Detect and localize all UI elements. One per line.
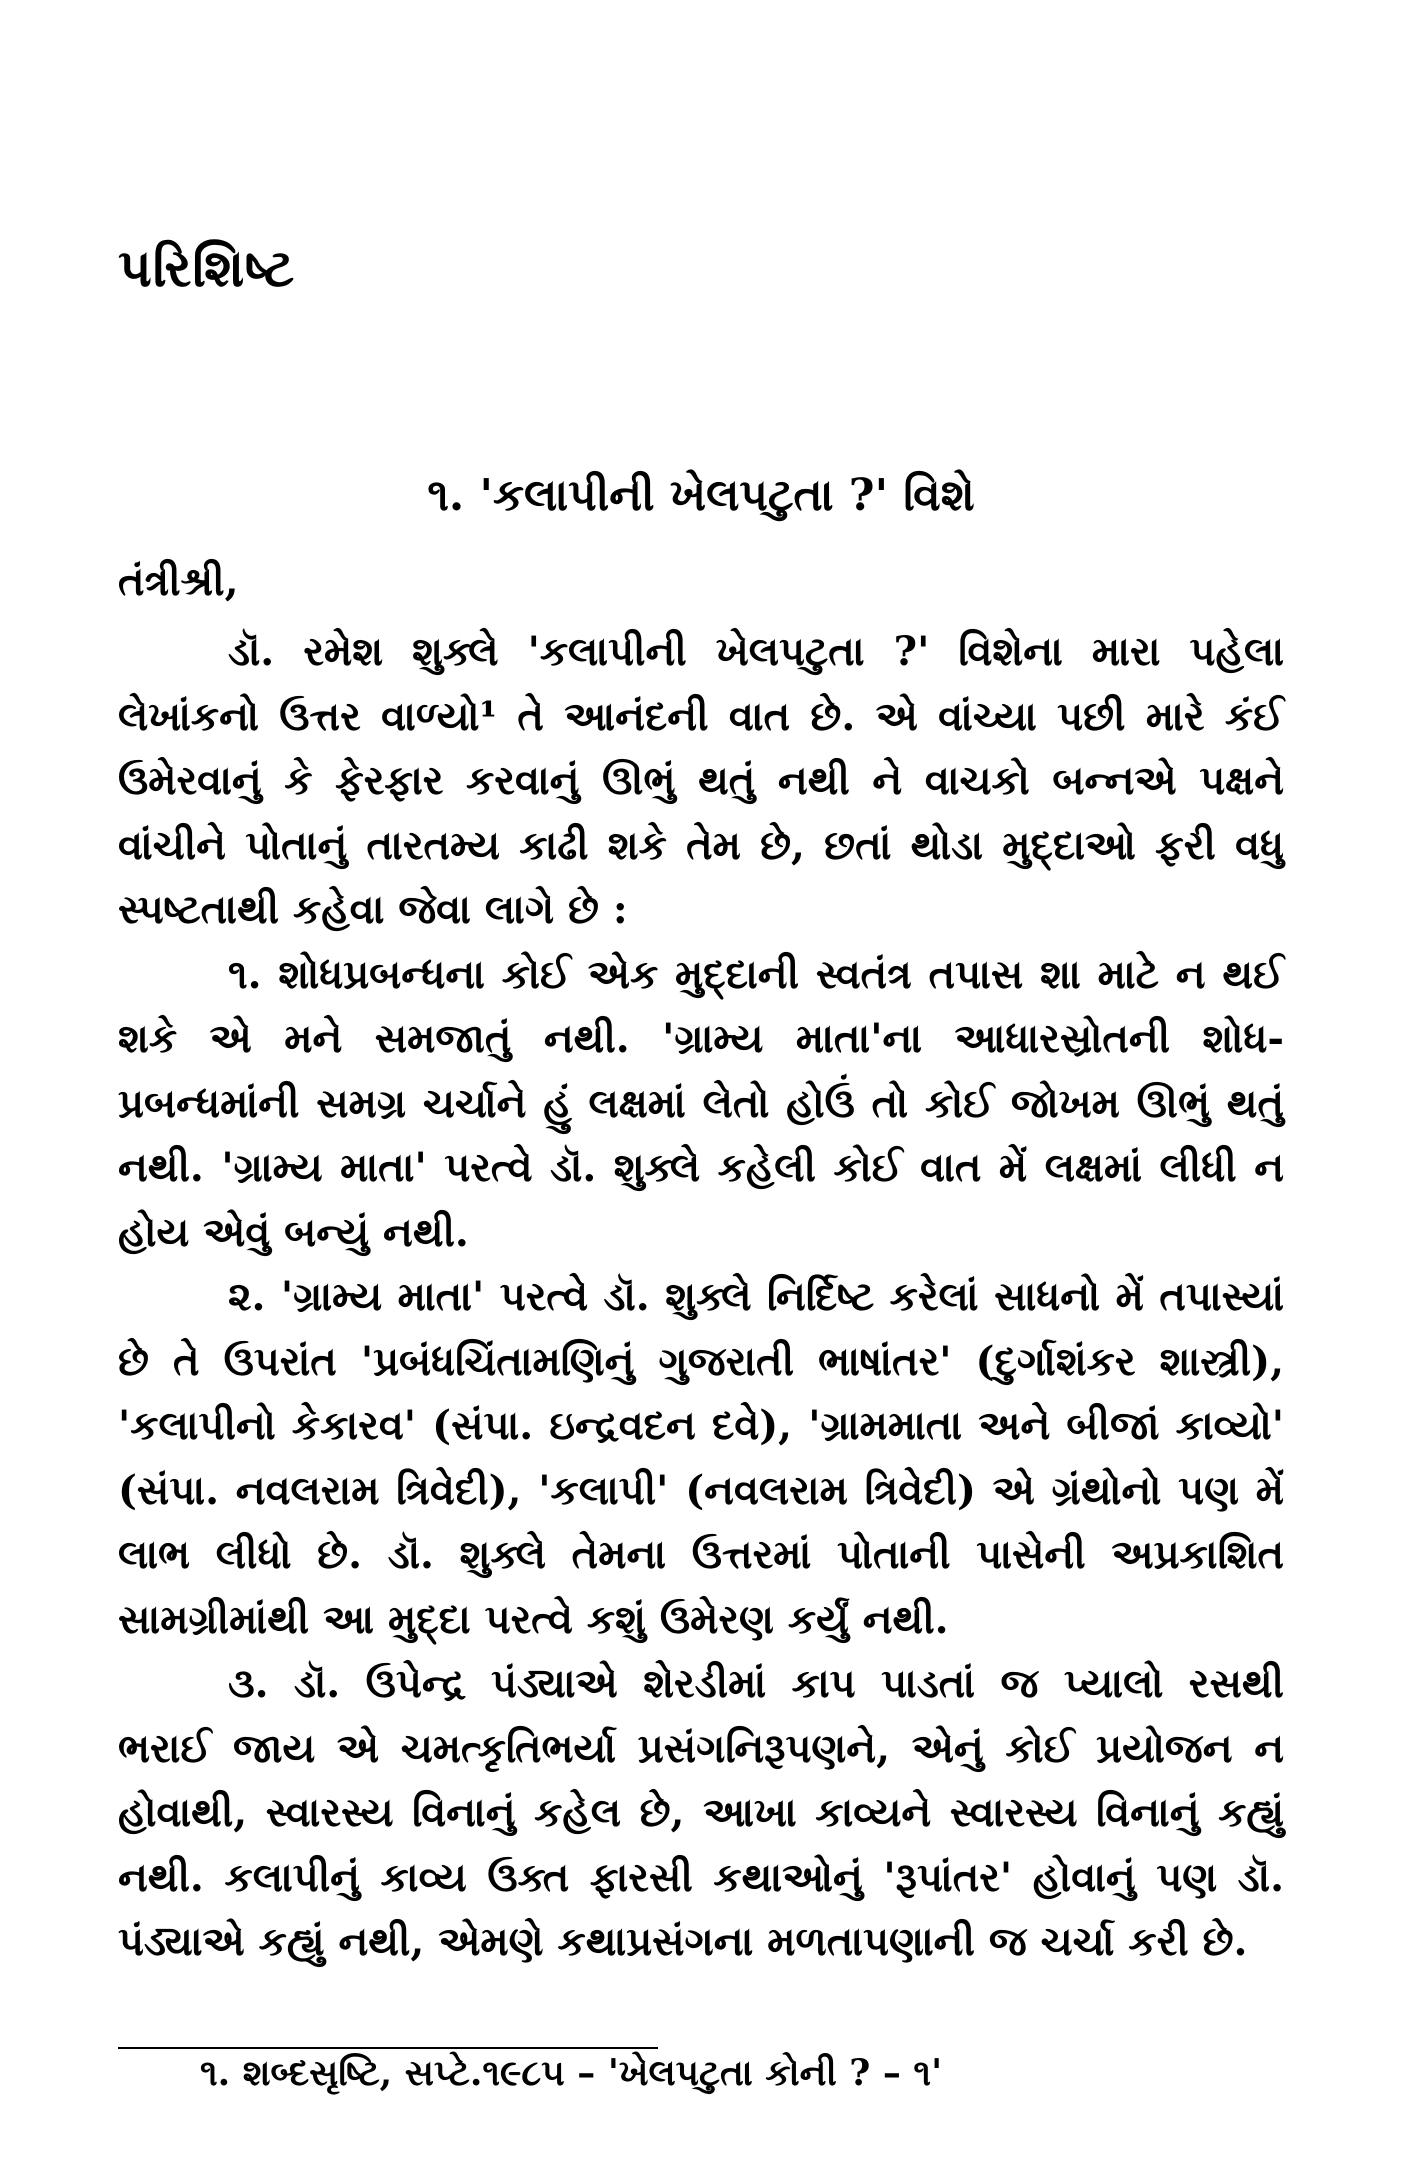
salutation: તંત્રીશ્રી, (118, 558, 239, 605)
appendix-title: પરિશિષ્ટ (118, 238, 296, 299)
letter-body (118, 620, 1284, 1975)
paragraph-point-2: ૨. 'ગ્રામ્ય માતા' પરત્વે ડૉ. શુક્લે નિર્દિષ્ટ કરેલાં સાધનો મેં તપાસ્યાં છે તે ઉપરાંત 'પ્રબંધચિંતામણિનું ગુજરાતી ભાષાંતર' (દુર્ગાશંકર શાસ્ત્રી), 'કલાપીનો કેકારવ' (સંપા. ઇન્દ્રવદન દવે), 'ગ્રામમાતા અને બીજાં કાવ્યો' (સંપા. નવલરામ ત્રિવેદી), 'કલાપી' (નવલરામ ત્રિવેદી) એ ગ્રંથોનો પણ મેં લાભ લીધો છે. ડૉ. શુક્લે તેમના ઉત્તરમાં પોતાની પાસેની અપ્રકાશિત સામગ્રીમાંથી આ મુદ્દા પરત્વે કશું ઉમેરણ કર્યું નથી. (118, 1273, 1284, 1643)
footnote-divider (118, 2047, 658, 2049)
paragraph-point-3: ૩. ડૉ. ઉપેન્દ્ર પંડ્યાએ શેરડીમાં કાપ પાડતાં જ પ્યાલો રસથી ભરાઈ જાય એ ચમત્કૃતિભર્યા પ્રસંગનિરૂપણને, એનું કોઈ પ્રયોજન ન હોવાથી, સ્વારસ્ય વિનાનું કહેલ છે, આખા કાવ્યને સ્વારસ્ય વિનાનું કહ્યું નથી. કલાપીનું કાવ્ય ઉક્ત ફારસી કથાઓનું 'રૂપાંતર' હોવાનું પણ ડૉ. પંડ્યાએ કહ્યું નથી, એમણે કથાપ્રસંગના મળતાપણાની જ ચર્ચા કરી છે. (118, 1660, 1284, 1965)
footnote: ૧. શબ્દસૃષ્ટિ, સપ્ટે.૧૯૮૫ – 'ખેલપટુતા કોની ? – ૧' (200, 2052, 943, 2094)
section-heading: ૧. 'કલાપીની ખેલપટુતા ?' વિશે (427, 470, 975, 521)
paragraph-point-1: ૧. શોધપ્રબન્ધના કોઈ એક મુદ્દાની સ્વતંત્ર તપાસ શા માટે ન થઈ શકે એ મને સમજાતું નથી. 'ગ્રામ્ય માતા'ના આધારસ્રોતની શોધ-પ્રબન્ધમાંની સમગ્ર ચર્ચાને હું લક્ષમાં લેતો હોઉં તો કોઈ જોખમ ઊભું થતું નથી. 'ગ્રામ્ય માતા' પરત્વે ડૉ. શુક્લે કહેલી કોઈ વાત મેં લક્ષમાં લીધી ન હોય એવું બન્યું નથી. (118, 950, 1284, 1256)
paragraph-intro: ડૉ. રમેશ શુક્લે 'કલાપીની ખેલપટુતા ?' વિશેના મારા પહેલા લેખાંકનો ઉત્તર વાળ્યો¹ તે આનંદની વાત છે. એ વાંચ્યા પછી મારે કંઈ ઉમેરવાનું કે ફેરફાર કરવાનું ઊભું થતું નથી ને વાચકો બન્નએ પક્ષને વાંચીને પોતાનું તારતમ્ય કાઢી શકે તેમ છે, છતાં થોડા મુદ્દાઓ ફરી વધુ સ્પષ્ટતાથી કહેવા જેવા લાગે છે : (118, 628, 1284, 933)
